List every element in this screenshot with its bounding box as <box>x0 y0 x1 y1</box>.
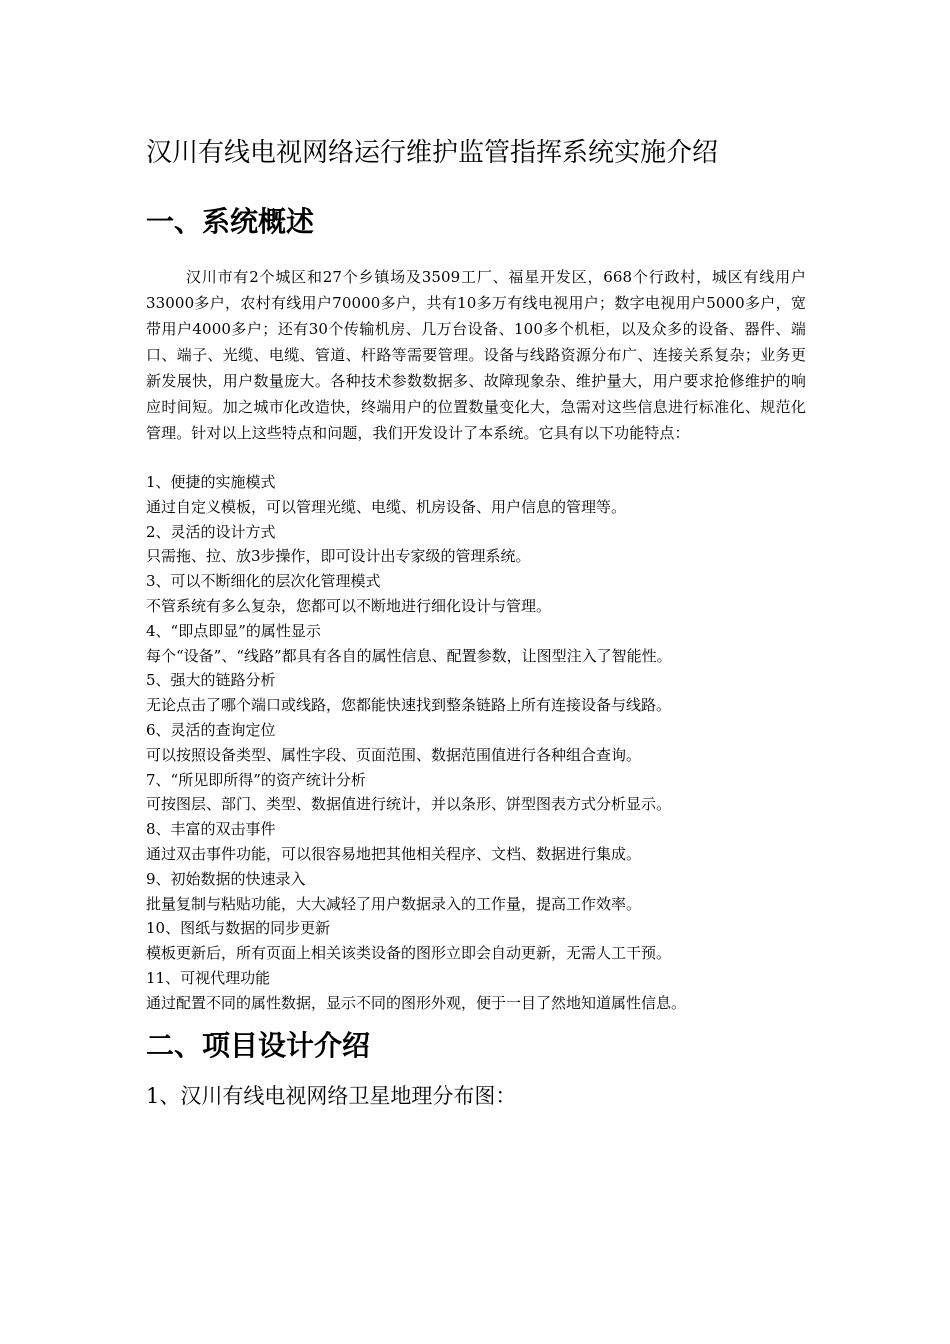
feature-item <box>146 867 806 917</box>
subsection-heading-satellite-map: 1、汉川有线电视网络卫星地理分布图： <box>146 1084 517 1108</box>
feature-heading: 11、可视代理功能 <box>146 968 271 987</box>
feature-item <box>146 966 806 1016</box>
feature-description: 可以按照设备类型、属性字段、页面范围、数据范围值进行各种组合查询。 <box>146 745 642 764</box>
overview-paragraph: 汉川市有2个城区和27个乡镇场及3509工厂、福星开发区，668个行政村，城区有线用户33000多户，农村有线用户70000多户，共有10多万有线电视用户；数字电视用户5000多户，宽带用户4000多户；还有30个传输机房、几万台设备、100多个机柜，以及众多的设备、器件、端口、端子、光缆、电缆、管道、杆路等需要管理。设备与线路资源分布广、连接关系复杂；业务更新发展快，用户数量庞大。各种技术参数数据多、故障现象杂、维护量大，用户要求抢修维护的响应时间短。加之城市化改造快，终端用户的位置数量变化大，急需对这些信息进行标准化、规范化管理。针对以上这些特点和问题，我们开发设计了本系统。它具有以下功能特点： <box>146 268 806 442</box>
feature-heading: 7、“所见即所得”的资产统计分析 <box>146 770 366 789</box>
feature-item <box>146 916 806 966</box>
feature-heading: 9、初始数据的快速录入 <box>146 869 306 888</box>
feature-description: 不管系统有多么复杂，您都可以不断地进行细化设计与管理。 <box>146 596 552 615</box>
feature-description: 每个“设备”、“线路”都具有各自的属性信息、配置参数，让图型注入了智能性。 <box>146 646 672 665</box>
feature-item <box>146 817 806 867</box>
feature-item <box>146 718 806 768</box>
section-heading-project-design: 二、项目设计介绍 <box>146 1029 371 1062</box>
feature-description: 可按图层、部门、类型、数据值进行统计，并以条形、饼型图表方式分析显示。 <box>146 795 672 814</box>
feature-heading: 10、图纸与数据的同步更新 <box>146 919 331 938</box>
feature-heading: 3、可以不断细化的层次化管理模式 <box>146 572 381 591</box>
feature-item <box>146 619 806 669</box>
feature-item <box>146 768 806 818</box>
feature-item <box>146 668 806 718</box>
feature-heading: 5、强大的链路分析 <box>146 671 276 690</box>
feature-description: 通过自定义模板，可以管理光缆、电缆、机房设备、用户信息的管理等。 <box>146 497 627 516</box>
feature-description: 模板更新后，所有页面上相关该类设备的图形立即会自动更新，无需人工干预。 <box>146 944 672 963</box>
feature-heading: 2、灵活的设计方式 <box>146 522 276 541</box>
feature-heading: 1、便捷的实施模式 <box>146 473 276 491</box>
feature-list <box>146 470 806 1016</box>
feature-heading: 4、“即点即显”的属性显示 <box>146 621 321 640</box>
feature-description: 无论点击了哪个端口或线路，您都能快速找到整条链路上所有连接设备与线路。 <box>146 696 672 715</box>
feature-heading: 8、丰富的双击事件 <box>146 820 276 839</box>
feature-item <box>146 470 806 520</box>
section-heading-overview: 一、系统概述 <box>146 205 315 238</box>
feature-description: 只需拖、拉、放3步操作，即可设计出专家级的管理系统。 <box>146 547 531 566</box>
feature-item <box>146 569 806 619</box>
document-title: 汉川有线电视网络运行维护监管指挥系统实施介绍 <box>146 138 719 168</box>
feature-heading: 6、灵活的查询定位 <box>146 720 276 739</box>
feature-item <box>146 520 806 570</box>
feature-description: 通过配置不同的属性数据，显示不同的图形外观，便于一目了然地知道属性信息。 <box>146 993 687 1012</box>
feature-description: 批量复制与粘贴功能，大大减轻了用户数据录入的工作量，提高工作效率。 <box>146 894 642 913</box>
feature-description: 通过双击事件功能，可以很容易地把其他相关程序、文档、数据进行集成。 <box>146 844 642 863</box>
